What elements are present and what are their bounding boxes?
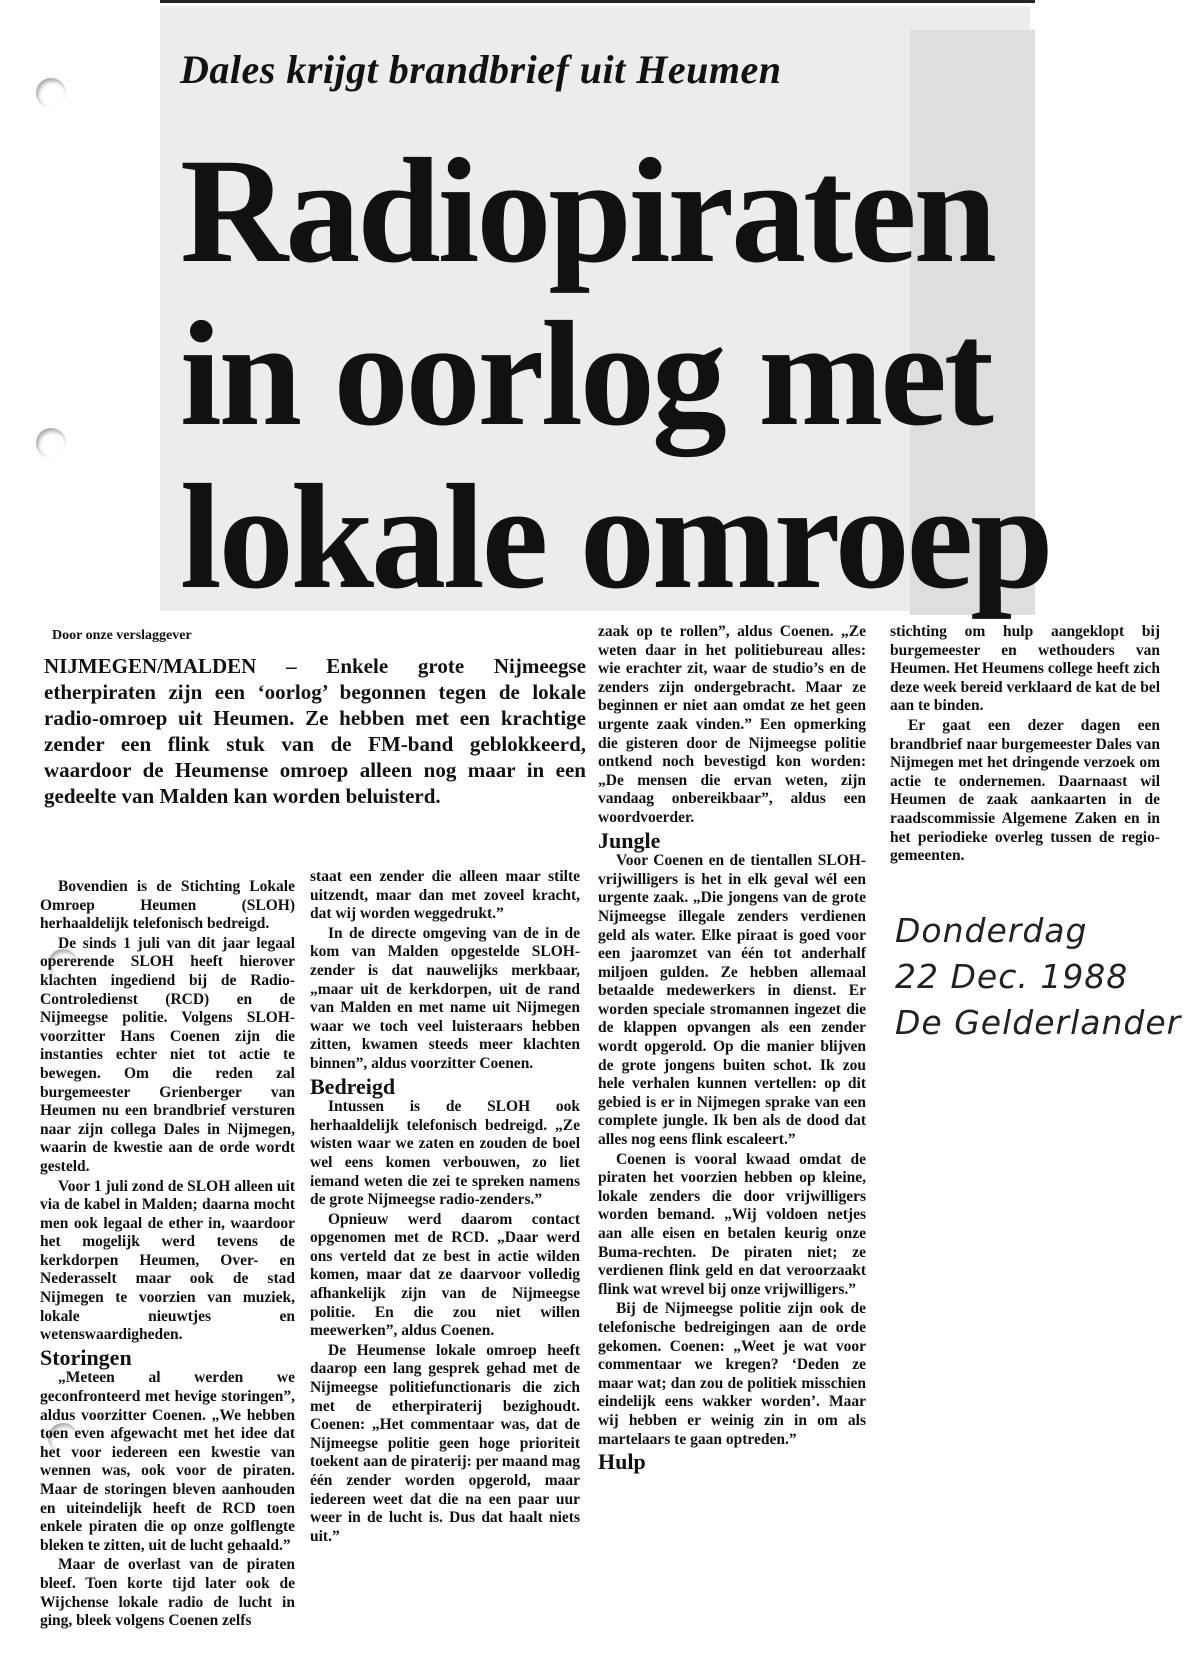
punch-hole bbox=[36, 78, 66, 108]
headline-line: in oorlog met bbox=[180, 291, 991, 457]
subheading: Storingen bbox=[40, 1344, 132, 1370]
article-column-2 bbox=[310, 868, 580, 1547]
paragraph: Bovendien is de Stichting Lokale Omroep Heumen (SLOH) herhaaldelijk telefonisch bedreigd. bbox=[40, 878, 295, 933]
handwritten-date: 22 Dec. 1988 bbox=[895, 957, 1129, 996]
paragraph: Bij de Nijmeegse politie zijn ook de telefonische bedreigingen aan de orde gekomen. Coenen: „Weet je wat voor commentaar we kregen? ‘Deden ze maar wat; dan zou de politiek misschien eindelijk eens wakker worden’. Maar wij hebben er weinig zin in om als martelaars te gaan optreden.” bbox=[598, 1300, 866, 1448]
lead-paragraph: NIJMEGEN/MALDEN – Enkele grote Nijmeegse etherpiraten zijn een ‘oorlog’ begonnen tegen de lokale radio-omroep uit Heumen. Ze hebben met een krachtige zender een flink stuk van de FM-band geblokkeerd, waardoor de Heumense omroep alleen nog maar in een gedeelte van Malden kan worden beluisterd. bbox=[44, 654, 586, 808]
handwritten-note bbox=[895, 908, 1181, 1046]
paragraph: zaak op te rollen”, aldus Coenen. „Ze weten daar in het politiebureau alles: wie erachter zit, waar de studio’s en de zenders zijn ondergebracht. Maar ze beginnen er niet aan omdat ze het geen urgente zaak vinden.” Een opmerking die gisteren door de Nijmeegse politie ontkend noch bevestigd kon worden: „De mensen die ervan weten, zijn vandaag onbereikbaar”, aldus een woordvoerder. bbox=[598, 623, 866, 826]
subheading: Jungle bbox=[598, 827, 661, 853]
punch-hole bbox=[36, 428, 66, 458]
paragraph: Er gaat een dezer dagen een brandbrief naar burgemeester Dales van Nijmegen met het dringende verzoek om actie te ondernemen. Daarnaast wil Heumen de zaak aankaarten in de raadscommissie Algemene Zaken en in het periodieke overleg tussen de regio-gemeenten. bbox=[890, 716, 1160, 865]
subheading: Hulp bbox=[598, 1449, 646, 1475]
paragraph: „Meteen al werden we geconfronteerd met hevige storingen”, aldus voorzitter Coenen. „We hebben toen even afgewacht met het idee dat het voor iedereen een kwestie van wennen was, ook voor de piraten. Maar de storingen bleven aanhouden en uiteindelijk heeft de RCD toen enkele piraten die op onze golflengte bleken te zitten, uit de lucht gehaald.” bbox=[40, 1369, 295, 1554]
kicker: Dales krijgt brandbrief uit Heumen bbox=[180, 47, 782, 92]
top-rule bbox=[160, 0, 1035, 3]
byline: Door onze verslaggever bbox=[52, 628, 192, 643]
paragraph: Voor 1 juli zond de SLOH alleen uit via de kabel in Malden; daarna mocht men ook legaal de ether in, waardoor het mogelijk werd tevens de kerkdorpen Heumen, Over- en Nederasselt maar ook de stad Nijmegen te voorzien van muziek, lokale nieuwtjes en wetenswaardigheden. bbox=[40, 1177, 295, 1344]
paragraph: Opnieuw werd daarom contact opgenomen met de RCD. „Daar werd ons verteld dat ze best in actie wilden komen, maar dat ze daarvoor volledig afhankelijk zijn van de Nijmeegse politie. En die zou niet willen meewerken”, aldus Coenen. bbox=[310, 1210, 580, 1340]
article-column-3 bbox=[598, 623, 866, 1474]
headline bbox=[180, 128, 1051, 620]
headline-line: lokale omroep bbox=[180, 454, 1051, 620]
paragraph: Coenen is vooral kwaad omdat de piraten het voorzien hebben op kleine, lokale zenders die door vrijwilligers worden bemand. „Wij voldoen netjes aan alle eisen en betalen keurig onze Buma-rechten. De piraten niet; ze verdienen flink geld en dat veroorzaakt flink wat wrevel bij onze vrijwilligers.” bbox=[598, 1150, 866, 1298]
paragraph: De sinds 1 juli van dit jaar legaal opererende SLOH heeft hierover klachten ingediend bij de Radio-Controledienst (RCD) en de Nijmeegse politie. Volgens SLOH-voorzitter Hans Coenen zijn die instanties echter niet tot actie te bewegen. Om die reden zal burgemeester Grienberger van Heumen nu een brandbrief versturen naar zijn collega Dales in Nijmegen, waarin de kwestie aan de orde wordt gesteld. bbox=[40, 934, 295, 1175]
handwritten-day: Donderdag bbox=[895, 911, 1088, 950]
paragraph: Voor Coenen en de tientallen SLOH-vrijwilligers is het in elk geval wél een urgente zaak. „Die jongens van de grote Nijmeegse illegale zenders verdienen geld als water. Elke piraat is goed voor een jaaromzet van één tot anderhalf miljoen gulden. Ze hebben allemaal betaalde medewerkers in dienst. Er worden speciale stromannen ingezet die de klappen opvangen als een zender wordt opgerold. Op die manier blijven de grote jongens buiten schot. Ik zou hele verhalen kunnen vertellen: op dit gebied is er in Nijmegen sprake van een complete jungle. Ik ben als de dood dat alles nog eens flink escaleert.” bbox=[598, 852, 866, 1149]
headline-line: Radiopiraten bbox=[180, 128, 995, 294]
paragraph: In de directe omgeving van de in de kom van Malden opgestelde SLOH-zender is dat nauwelijks merkbaar, „maar uit de kerkdorpen, uit de rand van Malden en met name uit Nijmegen waar we toch veel luisteraars hebben zitten, kwamen steeds meer klachten binnen”, aldus voorzitter Coenen. bbox=[310, 924, 580, 1072]
paragraph: Maar de overlast van de piraten bleef. Toen korte tijd later ook de Wijchense lokale radio de lucht in ging, bleek volgens Coenen zelfs bbox=[40, 1556, 295, 1630]
paragraph: stichting om hulp aangeklopt bij burgemeester en wethouders van Heumen. Het Heumens college heeft zich deze week bereid verklaard de kat de bel aan te binden. bbox=[890, 623, 1160, 715]
subheading: Bedreigd bbox=[310, 1073, 396, 1099]
paragraph: De Heumense lokale omroep heeft daarop een lang gesprek gehad met de Nijmeegse politiefunctionaris die zich met de etherpiraterij bezighoudt. Coenen: „Het commentaar was, dat de Nijmeegse politie geen hoge prioriteit toekent aan de piraterij: per maand mag één zender worden opgerold, maar iedereen weet dat die na een paar uur weer in de lucht is. Dus dat haalt niets uit.” bbox=[310, 1341, 580, 1545]
handwritten-source: De Gelderlander bbox=[895, 1003, 1182, 1042]
paragraph: Intussen is de SLOH ook herhaaldelijk telefonisch bedreigd. „Ze wisten waar we zaten en zouden de boel wel eens komen verbouwen, zo liet iemand weten die zei te spreken namens de grote Nijmeegse radio-zenders.” bbox=[310, 1098, 580, 1209]
paragraph: staat een zender die alleen maar stilte uitzendt, maar dan met zoveel kracht, dat wij worden weggedrukt.” bbox=[310, 868, 580, 923]
article-column-4 bbox=[890, 623, 1160, 867]
article-column-1 bbox=[40, 878, 295, 1632]
